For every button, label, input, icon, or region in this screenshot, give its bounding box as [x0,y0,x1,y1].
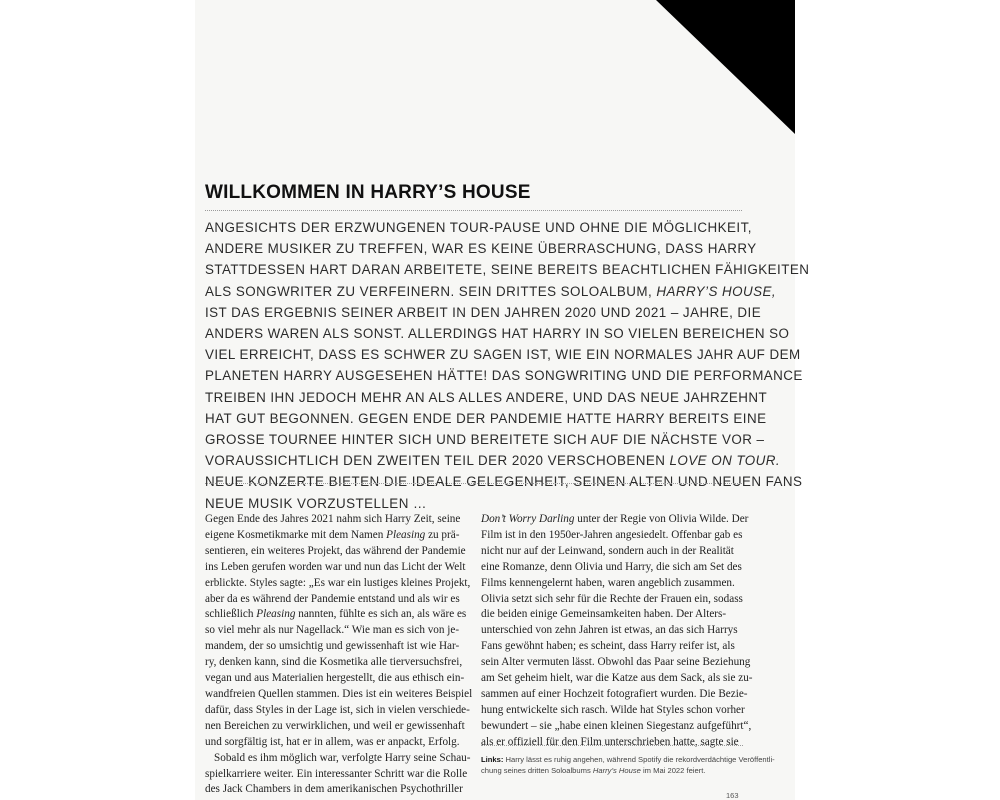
tour-title: LOVE ON TOUR. [669,453,781,469]
body-line: Films kennengelernt haben, waren angeblich zusammen. [481,576,735,589]
body-line [205,528,460,544]
intro-line: GROSSE TOURNEE HINTER SICH UND BEREITETE SICH AUF DIE NÄCHSTE VOR – [205,432,765,448]
body-text: nannten, fühlte es sich an, als wäre es [298,608,467,621]
body-text: zu prä- [428,528,460,541]
intro-divider [205,483,742,484]
body-line: unterschied von zehn Jahren ist etwas, an das sich Harrys [481,624,738,637]
corner-triangle-decoration [656,0,795,134]
body-line: Fans gewöhnt haben; es scheint, dass Harry reifer ist, als [481,640,735,653]
intro-line: STATTDESSEN HART DARAN ARBEITETE, SEINE BEREITS BEACHTLICHEN FÄHIGKEITEN [205,262,810,278]
intro-line: PLANETEN HARRY AUSGESEHEN HÄTTE! DAS SONGWRITING UND DIE PERFORMANCE [205,368,803,384]
intro-line: VIEL ERREICHT, DASS ES SCHWER ZU SAGEN IST, WIE EIN NORMALES JAHR AUF DEM [205,347,801,363]
caption-text: im Mai 2022 feiert. [643,766,706,775]
body-line: am Set geheim hielt, war die Katze aus dem Sack, als sie zu- [481,672,753,685]
body-line: ry, denken kann, sind die Kosmetika alle tierversuchsfrei, [205,656,463,669]
body-line: sentieren, ein weiteres Projekt, das während der Pandemie [205,544,466,557]
corner-triangle-shape [656,0,795,134]
body-line: ins Leben gerufen worden war und nun das Licht der Welt [205,560,466,573]
intro-line: IST DAS ERGEBNIS SEINER ARBEIT IN DEN JAHREN 2020 UND 2021 – JAHRE, DIE [205,304,762,320]
intro-line: NEUE KONZERTE BIETEN DIE IDEALE GELEGENHEIT, SEINEN ALTEN UND NEUEN FANS [205,474,803,490]
body-line: so viel mehr als nur Nagellack.“ Wie man es sich von je- [205,624,460,637]
caption-text: chung seines dritten Soloalbums [481,766,591,775]
body-column-right [481,512,753,751]
body-text: unter der Regie von Olivia Wilde. Der [577,513,749,525]
body-line: wandfreien Quellen stammen. Dies ist ein weiteres Beispiel [205,687,473,700]
photo-caption [481,754,775,776]
body-line: bewundert – sie „habe einen kleinen Siegestanz aufgeführt“, [481,719,752,732]
body-text: eigene Kosmetikmarke mit dem Namen [205,528,384,541]
brand-name: Pleasing [386,528,426,541]
body-line: des Jack Chambers in dem amerikanischen Psychothriller [205,783,463,796]
body-line: spielkarriere weiter. Ein interessanter Schritt war die Rolle [205,767,468,780]
intro-line: NEUE MUSIK VORZUSTELLEN … [205,495,427,511]
film-title: Don’t Worry Darling [481,513,575,525]
caption-line [481,765,751,776]
body-line: mandem, der so umsichtig und gewissenhaft ist wie Har- [205,640,460,653]
caption-divider [481,745,743,746]
body-line: Gegen Ende des Jahres 2021 nahm sich Harry Zeit, seine [205,513,461,525]
body-line: als er offiziell für den Film unterschrieben hatte, sagte sie [481,735,739,748]
body-line: Film ist in den 1950er-Jahren angesiedelt. Offenbar gab es [481,528,743,541]
intro-line: ANDERS WAREN ALS SONST. ALLERDINGS HAT HARRY IN SO VIELEN BEREICHEN SO [205,326,790,342]
body-line: sammen auf einer Hochzeit fotografiert wurden. Die Bezie- [481,687,748,700]
caption-album-title: Harry’s House [592,766,641,775]
intro-text: VORAUSSICHTLICH DEN ZWEITEN TEIL DER 2020 VERSCHOBENEN [205,453,666,469]
body-line [205,607,467,623]
body-line: nicht nur auf der Leinwand, sondern auch in der Realität [481,544,734,557]
body-line: vegan und aus Materialien hergestellt, die aus ethisch ein- [205,672,465,685]
body-line: Sobald es ihm möglich war, verfolgte Harry seine Schau- [214,751,471,764]
body-line: aber da es während der Pandemie entstand und als wir es [205,592,460,605]
intro-paragraph [205,217,810,514]
body-line: eine Romanze, denn Olivia und Harry, die sich am Set des [481,560,742,573]
intro-line: ANDERE MUSIKER ZU TREFFEN, WAR ES KEINE ÜBERRASCHUNG, DASS HARRY [205,241,757,257]
body-line: erblickte. Styles sagte: „Es war ein lustiges kleines Projekt, [205,576,471,589]
body-line [481,512,749,528]
caption-label: Links: [481,755,504,764]
album-title: HARRY’S HOUSE, [656,283,777,299]
article-heading: WILLKOMMEN IN HARRY’S HOUSE [205,182,531,203]
body-column-left [205,512,473,798]
brand-name: Pleasing [256,608,296,621]
body-line: sein Alter vermuten lässt. Obwohl das Paar seine Beziehung [481,656,751,669]
body-line: Olivia setzt sich sehr für die Rechte der Frauen ein, sodass [481,592,743,605]
body-line: die beiden einige Gemeinsamkeiten haben. Der Alters- [481,608,727,621]
caption-line [481,754,775,765]
intro-line: TREIBEN IHN JEDOCH MEHR AN ALS ALLES ANDERE, UND DAS NEUE JAHRZEHNT [205,389,768,405]
body-line: und sorgfältig ist, hat er in allem, was er anpackt, Erfolg. [205,735,460,748]
intro-line: ANGESICHTS DER ERZWUNGENEN TOUR-PAUSE UND OHNE DIE MÖGLICHKEIT, [205,220,752,235]
intro-line [205,281,777,302]
body-line: nen Bereichen zu verwirklichen, und weil er gewissenhaft [205,719,465,732]
body-line: hung entwickelte sich rasch. Wilde hat Styles schon vorher [481,703,745,716]
intro-text: ALS SONGWRITER ZU VERFEINERN. SEIN DRITTES SOLOALBUM, [205,283,653,299]
body-text: schließlich [205,608,254,621]
heading-divider [205,210,742,211]
page-number: 163 [726,791,739,800]
caption-text: Harry lässt es ruhig angehen, während Spotify die rekordverdächtige Veröffentli- [505,755,775,764]
intro-line: HAT GUT BEGONNEN. GEGEN ENDE DER PANDEMIE HATTE HARRY BEREITS EINE [205,410,767,426]
intro-line [205,450,781,471]
body-line: dafür, dass Styles in der Lage ist, sich in vielen verschiede- [205,703,470,716]
